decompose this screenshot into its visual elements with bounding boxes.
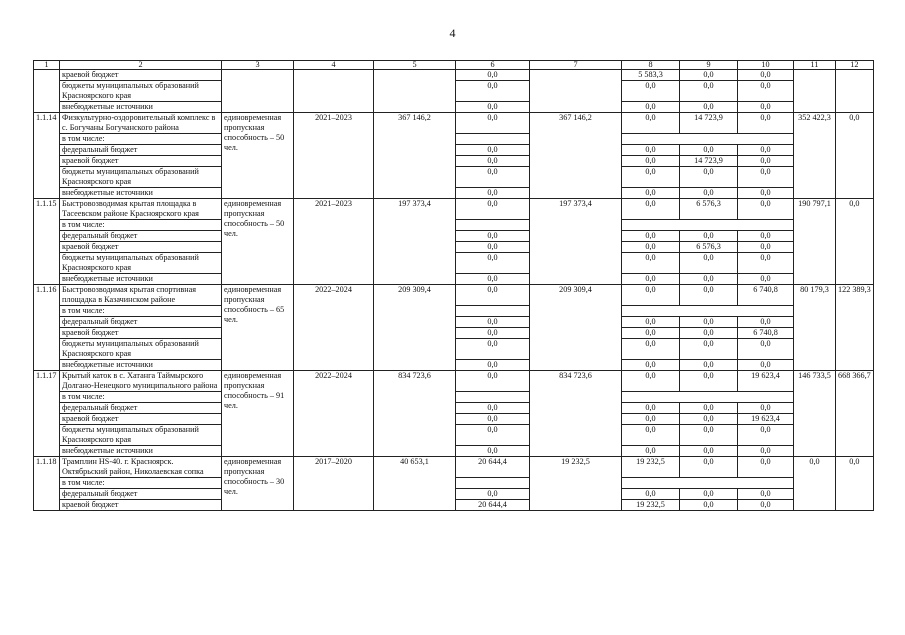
source-label: внебюджетные источники — [60, 274, 222, 285]
source-label: бюджеты муниципальных образований Красноярского края — [60, 339, 222, 360]
source-c8: 0,0 — [622, 231, 680, 242]
cell-source: внебюджетные источники — [60, 102, 222, 113]
project-total: 197 373,4 — [374, 199, 456, 285]
source-c6: 0,0 — [456, 145, 530, 156]
source-c9: 0,0 — [680, 317, 738, 328]
project-period: 2022–2024 — [294, 371, 374, 457]
source-c10: 0,0 — [738, 360, 794, 371]
source-c9: 0,0 — [680, 500, 738, 511]
cell-num — [34, 70, 60, 113]
project-c7: 19 232,5 — [530, 457, 622, 511]
project-number: 1.1.16 — [34, 285, 60, 371]
project-c6: 0,0 — [456, 371, 530, 392]
source-c9: 0,0 — [680, 489, 738, 500]
source-c9: 0,0 — [680, 231, 738, 242]
cell-empty — [456, 220, 530, 231]
project-c11: 146 733,5 — [794, 371, 836, 457]
projects-body — [34, 113, 874, 511]
cell-empty — [622, 392, 794, 403]
col-7-header: 7 — [530, 61, 622, 70]
source-c6: 0,0 — [456, 231, 530, 242]
source-c10: 0,0 — [738, 145, 794, 156]
project-c9: 14 723,9 — [680, 113, 738, 134]
project-name: Быстровозводимая крытая площадка в Тасеевском районе Красноярского края — [60, 199, 222, 220]
source-label: краевой бюджет — [60, 328, 222, 339]
col-11-header: 11 — [794, 61, 836, 70]
cell-c6: 0,0 — [456, 102, 530, 113]
cell-source: бюджеты муниципальных образований Красноярского края — [60, 81, 222, 102]
cell-empty — [836, 70, 874, 113]
project-number: 1.1.14 — [34, 113, 60, 199]
page-number: 4 — [449, 26, 456, 40]
cell-empty — [456, 478, 530, 489]
project-c9: 6 576,3 — [680, 199, 738, 220]
source-c9: 0,0 — [680, 446, 738, 457]
source-c6: 0,0 — [456, 403, 530, 414]
project-c9: 0,0 — [680, 371, 738, 392]
col-1-header: 1 — [34, 61, 60, 70]
source-c8: 0,0 — [622, 145, 680, 156]
project-c10: 6 740,8 — [738, 285, 794, 306]
source-c9: 0,0 — [680, 425, 738, 446]
project-c11: 352 422,3 — [794, 113, 836, 199]
source-c6: 0,0 — [456, 414, 530, 425]
source-c10: 6 740,8 — [738, 328, 794, 339]
source-label: федеральный бюджет — [60, 317, 222, 328]
source-label: внебюджетные источники — [60, 360, 222, 371]
project-total: 209 309,4 — [374, 285, 456, 371]
source-c6: 20 644,4 — [456, 500, 530, 511]
source-label: краевой бюджет — [60, 156, 222, 167]
col-2-header: 2 — [60, 61, 222, 70]
project-name: Трамплин HS-40. г. Красноярск. Октябрьский район, Николаевская сопка — [60, 457, 222, 478]
project-c12: 0,0 — [836, 199, 874, 285]
source-c9: 0,0 — [680, 188, 738, 199]
project-c11: 80 179,3 — [794, 285, 836, 371]
source-c8: 0,0 — [622, 414, 680, 425]
cell-source: краевой бюджет — [60, 70, 222, 81]
source-label: внебюджетные источники — [60, 188, 222, 199]
project-name: Физкультурно-оздоровительный комплекс в с. Богучаны Богучанского района — [60, 113, 222, 134]
source-c9: 0,0 — [680, 145, 738, 156]
source-c8: 0,0 — [622, 403, 680, 414]
cell-empty — [456, 134, 530, 145]
source-label: федеральный бюджет — [60, 231, 222, 242]
project-period: 2022–2024 — [294, 285, 374, 371]
source-c9: 0,0 — [680, 360, 738, 371]
source-c9: 0,0 — [680, 339, 738, 360]
source-c10: 0,0 — [738, 489, 794, 500]
source-c8: 0,0 — [622, 188, 680, 199]
project-capacity: единовременная пропускная способность – 50 чел. — [222, 199, 294, 285]
project-capacity: единовременная пропускная способность – 91 чел. — [222, 371, 294, 457]
source-c8: 0,0 — [622, 489, 680, 500]
source-c9: 0,0 — [680, 167, 738, 188]
cell-empty — [456, 306, 530, 317]
source-c10: 19 623,4 — [738, 414, 794, 425]
project-name: Крытый каток в с. Хатанга Таймырского Долгано-Ненецкого муниципального района — [60, 371, 222, 392]
cell-empty — [622, 220, 794, 231]
source-c6: 0,0 — [456, 156, 530, 167]
project-c10: 0,0 — [738, 199, 794, 220]
cell-empty — [622, 134, 794, 145]
cell-empty — [622, 478, 794, 489]
source-c10: 0,0 — [738, 242, 794, 253]
source-c6: 0,0 — [456, 188, 530, 199]
source-c6: 0,0 — [456, 339, 530, 360]
cell-c6: 0,0 — [456, 70, 530, 81]
cell-empty — [294, 70, 374, 113]
cell-c10: 0,0 — [738, 102, 794, 113]
source-label: бюджеты муниципальных образований Красноярского края — [60, 253, 222, 274]
source-c10: 0,0 — [738, 253, 794, 274]
project-c11: 190 797,1 — [794, 199, 836, 285]
source-c8: 0,0 — [622, 328, 680, 339]
source-label: бюджеты муниципальных образований Красноярского края — [60, 167, 222, 188]
source-c8: 0,0 — [622, 317, 680, 328]
col-10-header: 10 — [738, 61, 794, 70]
source-c10: 0,0 — [738, 274, 794, 285]
cell-c6: 0,0 — [456, 81, 530, 102]
col-3-header: 3 — [222, 61, 294, 70]
project-c7: 834 723,6 — [530, 371, 622, 457]
source-c6: 0,0 — [456, 328, 530, 339]
source-c8: 0,0 — [622, 167, 680, 188]
project-period: 2021–2023 — [294, 113, 374, 199]
project-c8: 0,0 — [622, 371, 680, 392]
source-c10: 0,0 — [738, 156, 794, 167]
source-c8: 0,0 — [622, 253, 680, 274]
source-c8: 0,0 — [622, 446, 680, 457]
source-c9: 0,0 — [680, 328, 738, 339]
source-label: бюджеты муниципальных образований Красноярского края — [60, 425, 222, 446]
source-label: краевой бюджет — [60, 500, 222, 511]
source-c10: 0,0 — [738, 167, 794, 188]
including-label: в том числе: — [60, 478, 222, 489]
column-number-row — [34, 61, 874, 70]
cell-empty — [222, 70, 294, 113]
source-c6: 0,0 — [456, 489, 530, 500]
source-c8: 19 232,5 — [622, 500, 680, 511]
including-label: в том числе: — [60, 220, 222, 231]
project-c8: 19 232,5 — [622, 457, 680, 478]
project-period: 2017–2020 — [294, 457, 374, 511]
source-c8: 0,0 — [622, 339, 680, 360]
source-c10: 0,0 — [738, 231, 794, 242]
source-c8: 0,0 — [622, 156, 680, 167]
project-c11: 0,0 — [794, 457, 836, 511]
project-capacity: единовременная пропускная способность – 50 чел. — [222, 113, 294, 199]
project-c6: 20 644,4 — [456, 457, 530, 478]
project-c12: 122 389,3 — [836, 285, 874, 371]
source-c10: 0,0 — [738, 425, 794, 446]
source-label: краевой бюджет — [60, 242, 222, 253]
project-c12: 0,0 — [836, 113, 874, 199]
source-c6: 0,0 — [456, 253, 530, 274]
cell-empty — [456, 392, 530, 403]
project-c10: 0,0 — [738, 457, 794, 478]
cell-c8: 0,0 — [622, 81, 680, 102]
source-c10: 0,0 — [738, 446, 794, 457]
source-label: федеральный бюджет — [60, 489, 222, 500]
project-c9: 0,0 — [680, 285, 738, 306]
including-label: в том числе: — [60, 392, 222, 403]
source-c6: 0,0 — [456, 360, 530, 371]
source-label: федеральный бюджет — [60, 145, 222, 156]
project-c10: 0,0 — [738, 113, 794, 134]
cell-c8: 0,0 — [622, 102, 680, 113]
project-c8: 0,0 — [622, 113, 680, 134]
source-c10: 0,0 — [738, 339, 794, 360]
source-c9: 0,0 — [680, 274, 738, 285]
col-6-header: 6 — [456, 61, 530, 70]
project-total: 367 146,2 — [374, 113, 456, 199]
project-c8: 0,0 — [622, 285, 680, 306]
source-c10: 0,0 — [738, 317, 794, 328]
cell-c9: 0,0 — [680, 102, 738, 113]
cell-empty — [622, 306, 794, 317]
source-label: внебюджетные источники — [60, 446, 222, 457]
source-c9: 0,0 — [680, 414, 738, 425]
cell-c8: 5 583,3 — [622, 70, 680, 81]
project-c12: 668 366,7 — [836, 371, 874, 457]
col-5-header: 5 — [374, 61, 456, 70]
project-c6: 0,0 — [456, 285, 530, 306]
project-c12: 0,0 — [836, 457, 874, 511]
source-c8: 0,0 — [622, 425, 680, 446]
source-c9: 14 723,9 — [680, 156, 738, 167]
source-c8: 0,0 — [622, 242, 680, 253]
source-c6: 0,0 — [456, 446, 530, 457]
cell-c10: 0,0 — [738, 81, 794, 102]
project-c10: 19 623,4 — [738, 371, 794, 392]
project-number: 1.1.18 — [34, 457, 60, 511]
project-c6: 0,0 — [456, 113, 530, 134]
cell-c10: 0,0 — [738, 70, 794, 81]
budget-table — [33, 60, 874, 511]
project-c8: 0,0 — [622, 199, 680, 220]
source-c8: 0,0 — [622, 360, 680, 371]
source-c10: 0,0 — [738, 500, 794, 511]
source-c6: 0,0 — [456, 425, 530, 446]
project-c7: 197 373,4 — [530, 199, 622, 285]
source-label: федеральный бюджет — [60, 403, 222, 414]
project-number: 1.1.15 — [34, 199, 60, 285]
source-c8: 0,0 — [622, 274, 680, 285]
source-c9: 0,0 — [680, 403, 738, 414]
col-4-header: 4 — [294, 61, 374, 70]
source-c6: 0,0 — [456, 317, 530, 328]
cell-c9: 0,0 — [680, 70, 738, 81]
project-capacity: единовременная пропускная способность – 65 чел. — [222, 285, 294, 371]
cell-empty — [374, 70, 456, 113]
source-c10: 0,0 — [738, 403, 794, 414]
source-c9: 0,0 — [680, 253, 738, 274]
source-c6: 0,0 — [456, 242, 530, 253]
project-total: 834 723,6 — [374, 371, 456, 457]
project-period: 2021–2023 — [294, 199, 374, 285]
project-total: 40 653,1 — [374, 457, 456, 511]
cell-c9: 0,0 — [680, 81, 738, 102]
including-label: в том числе: — [60, 306, 222, 317]
project-c6: 0,0 — [456, 199, 530, 220]
project-capacity: единовременная пропускная способность – 30 чел. — [222, 457, 294, 511]
source-c10: 0,0 — [738, 188, 794, 199]
budget-table-wrapper — [33, 60, 874, 511]
table-row — [34, 70, 874, 81]
col-8-header: 8 — [622, 61, 680, 70]
project-c9: 0,0 — [680, 457, 738, 478]
cell-empty — [530, 70, 622, 113]
source-c9: 6 576,3 — [680, 242, 738, 253]
source-label: краевой бюджет — [60, 414, 222, 425]
cell-empty — [794, 70, 836, 113]
project-name: Быстровозводимая крытая спортивная площадка в Казачинском районе — [60, 285, 222, 306]
including-label: в том числе: — [60, 134, 222, 145]
project-c7: 209 309,4 — [530, 285, 622, 371]
source-c6: 0,0 — [456, 274, 530, 285]
col-12-header: 12 — [836, 61, 874, 70]
source-c6: 0,0 — [456, 167, 530, 188]
col-9-header: 9 — [680, 61, 738, 70]
project-c7: 367 146,2 — [530, 113, 622, 199]
project-number: 1.1.17 — [34, 371, 60, 457]
